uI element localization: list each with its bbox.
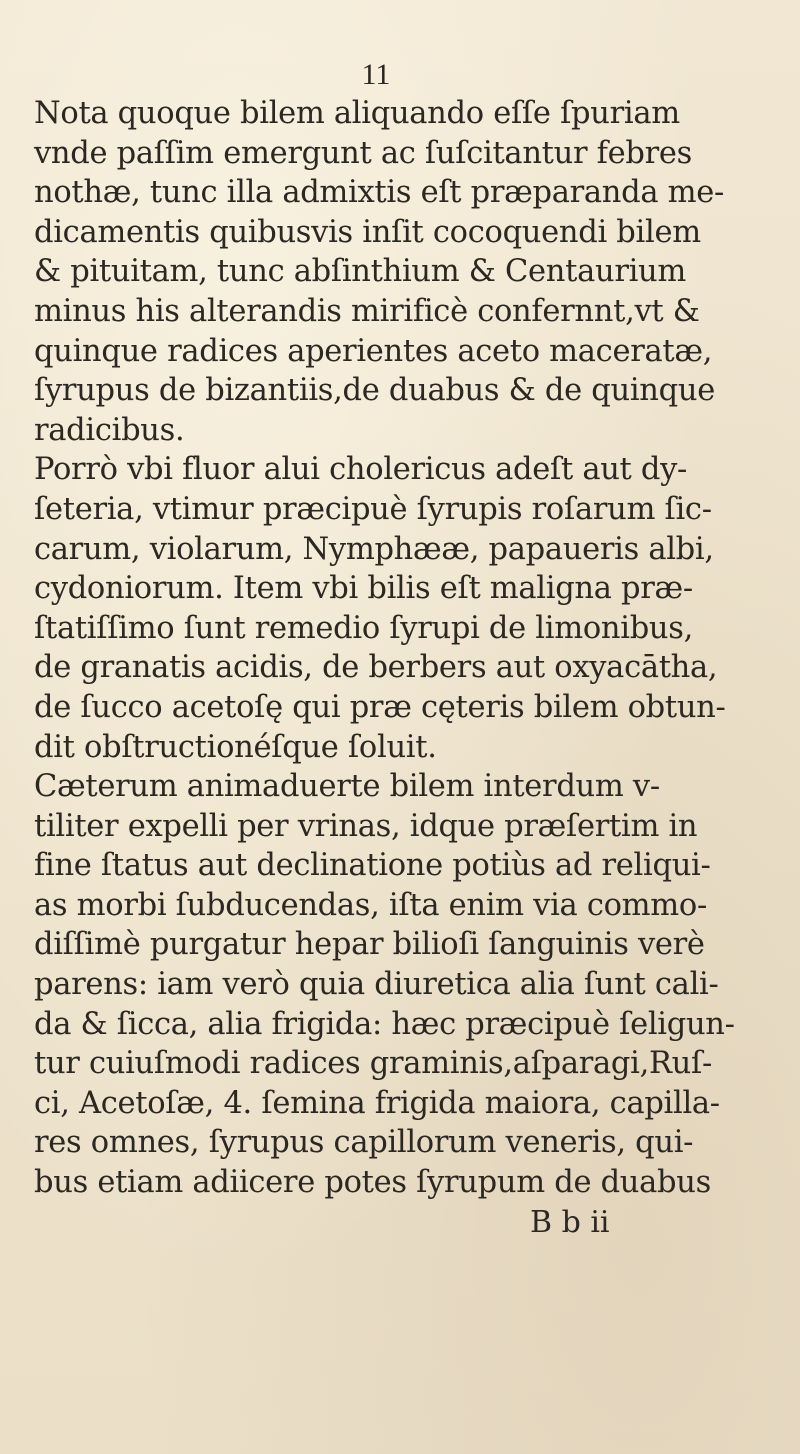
text-line: tiliter expelli per vrinas, idque præſertim in	[34, 808, 698, 844]
text-line: Nota quoque bilem aliquando eſſe ſpuriam	[34, 96, 680, 131]
text-line: de granatis acidis, de berbers aut oxyacātha,	[34, 650, 718, 686]
text-line: dicamentis quibusvis inſit cocoquendi bilem	[34, 214, 701, 250]
text-line: bus etiam adiicere potes ſyrupum de duabus	[34, 1165, 711, 1201]
text-line: carum, violarum, Nymphææ, papaueris albi,	[34, 531, 714, 567]
text-line: res omnes, ſyrupus capillorum veneris, qui-	[34, 1125, 694, 1161]
page-number: 11	[361, 58, 391, 91]
text-line: nothæ, tunc illa admixtis eſt præparanda me-	[34, 175, 725, 211]
text-line: fine ſtatus aut declinatione potiùs ad reliqui-	[34, 848, 711, 884]
text-line: ſtatiſſimo ſunt remedio ſyrupi de limonibus,	[34, 610, 694, 646]
text-line: parens: iam verò quia diuretica alia ſunt cali-	[34, 967, 719, 1003]
text-line: vnde paſſim emergunt ac ſuſcitantur febres	[34, 135, 692, 171]
text-line: Cæterum animaduerte bilem interdum v-	[34, 769, 660, 805]
text-line: dit obſtructionéſque ſoluit.	[34, 729, 437, 765]
text-line: as morbi ſubducendas, iſta enim via commo-	[34, 887, 707, 923]
signature-mark: B b ii	[530, 1204, 610, 1240]
text-line: & pituitam, tunc abſinthium & Centaurium	[34, 254, 687, 290]
body-text	[34, 94, 782, 1203]
text-line: ci, Acetoſæ, 4. ſemina frigida maiora, capilla-	[34, 1085, 720, 1121]
text-line: diſſimè purgatur hepar bilioſi ſanguinis verè	[34, 927, 705, 963]
text-line: radicibus.	[34, 412, 185, 448]
text-line: de ſucco acetoſę qui præ cęteris bilem obtun-	[34, 689, 726, 725]
text-line: ſyrupus de bizantiis,de duabus & de quinque	[34, 373, 715, 409]
text-line: ſeteria, vtimur præcipuè ſyrupis roſarum ſic-	[34, 491, 712, 527]
text-line: da & ſicca, alia frigida: hæc præcipuè ſeligun-	[34, 1006, 735, 1042]
text-line: minus his alterandis mirificè confernnt,vt &	[34, 293, 700, 329]
text-line: quinque radices aperientes aceto maceratæ,	[34, 333, 713, 369]
text-line: tur cuiuſmodi radices graminis,aſparagi,Ruſ-	[34, 1046, 712, 1082]
text-line: cydoniorum. Item vbi bilis eſt maligna præ-	[34, 571, 693, 607]
text-line: Porrò vbi fluor alui cholericus adeſt aut dy-	[34, 452, 688, 488]
